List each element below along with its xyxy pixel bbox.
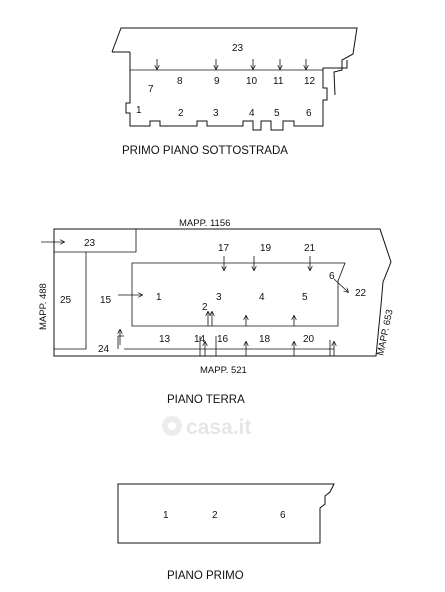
room-18: 18 xyxy=(259,334,271,345)
label-mapp-top: MAPP. 1156 xyxy=(179,218,231,229)
room-13: 13 xyxy=(159,334,171,345)
room-20: 20 xyxy=(303,334,315,345)
caption-sottostrada: PRIMO PIANO SOTTOSTRADA xyxy=(122,145,288,157)
plan-primo xyxy=(118,484,334,543)
room-4: 4 xyxy=(249,108,255,119)
room-6: 6 xyxy=(306,108,312,119)
room-9: 9 xyxy=(214,76,220,87)
room-11: 11 xyxy=(273,76,284,87)
watermark-text: casa.it xyxy=(186,416,252,439)
room-10: 10 xyxy=(246,76,258,87)
label-mapp-bottom: MAPP. 521 xyxy=(200,365,247,376)
plan-sottostrada xyxy=(112,28,357,130)
room-19: 19 xyxy=(260,243,272,254)
room-6: 6 xyxy=(280,510,286,521)
room-8: 8 xyxy=(177,76,183,87)
room-17: 17 xyxy=(218,243,230,254)
room-2: 2 xyxy=(178,108,184,119)
watermark xyxy=(162,416,251,439)
room-4: 4 xyxy=(259,292,265,303)
label-mapp-right: MAPP. 653 xyxy=(375,308,396,357)
label-mapp-left: MAPP. 488 xyxy=(38,283,49,330)
room-1: 1 xyxy=(163,510,169,521)
room-1: 1 xyxy=(136,105,142,116)
room-5: 5 xyxy=(302,292,308,303)
room-22: 22 xyxy=(355,288,367,299)
room-16: 16 xyxy=(217,334,229,345)
room-7: 7 xyxy=(148,84,154,95)
room-25: 25 xyxy=(60,295,72,306)
room-1: 1 xyxy=(156,292,162,303)
room-3: 3 xyxy=(213,108,219,119)
room-23: 23 xyxy=(232,43,244,54)
room-2: 2 xyxy=(202,302,208,313)
room-2: 2 xyxy=(212,510,218,521)
room-5: 5 xyxy=(274,108,280,119)
room-12: 12 xyxy=(304,76,316,87)
plan-terra xyxy=(38,218,396,376)
room-21: 21 xyxy=(304,243,316,254)
room-23: 23 xyxy=(84,238,96,249)
room-24: 24 xyxy=(98,344,110,355)
caption-terra: PIANO TERRA xyxy=(167,394,245,406)
room-6: 6 xyxy=(329,271,335,282)
room-15: 15 xyxy=(100,295,112,306)
room-3: 3 xyxy=(216,292,222,303)
room-14: 14 xyxy=(194,334,206,345)
caption-primo: PIANO PRIMO xyxy=(167,570,244,582)
